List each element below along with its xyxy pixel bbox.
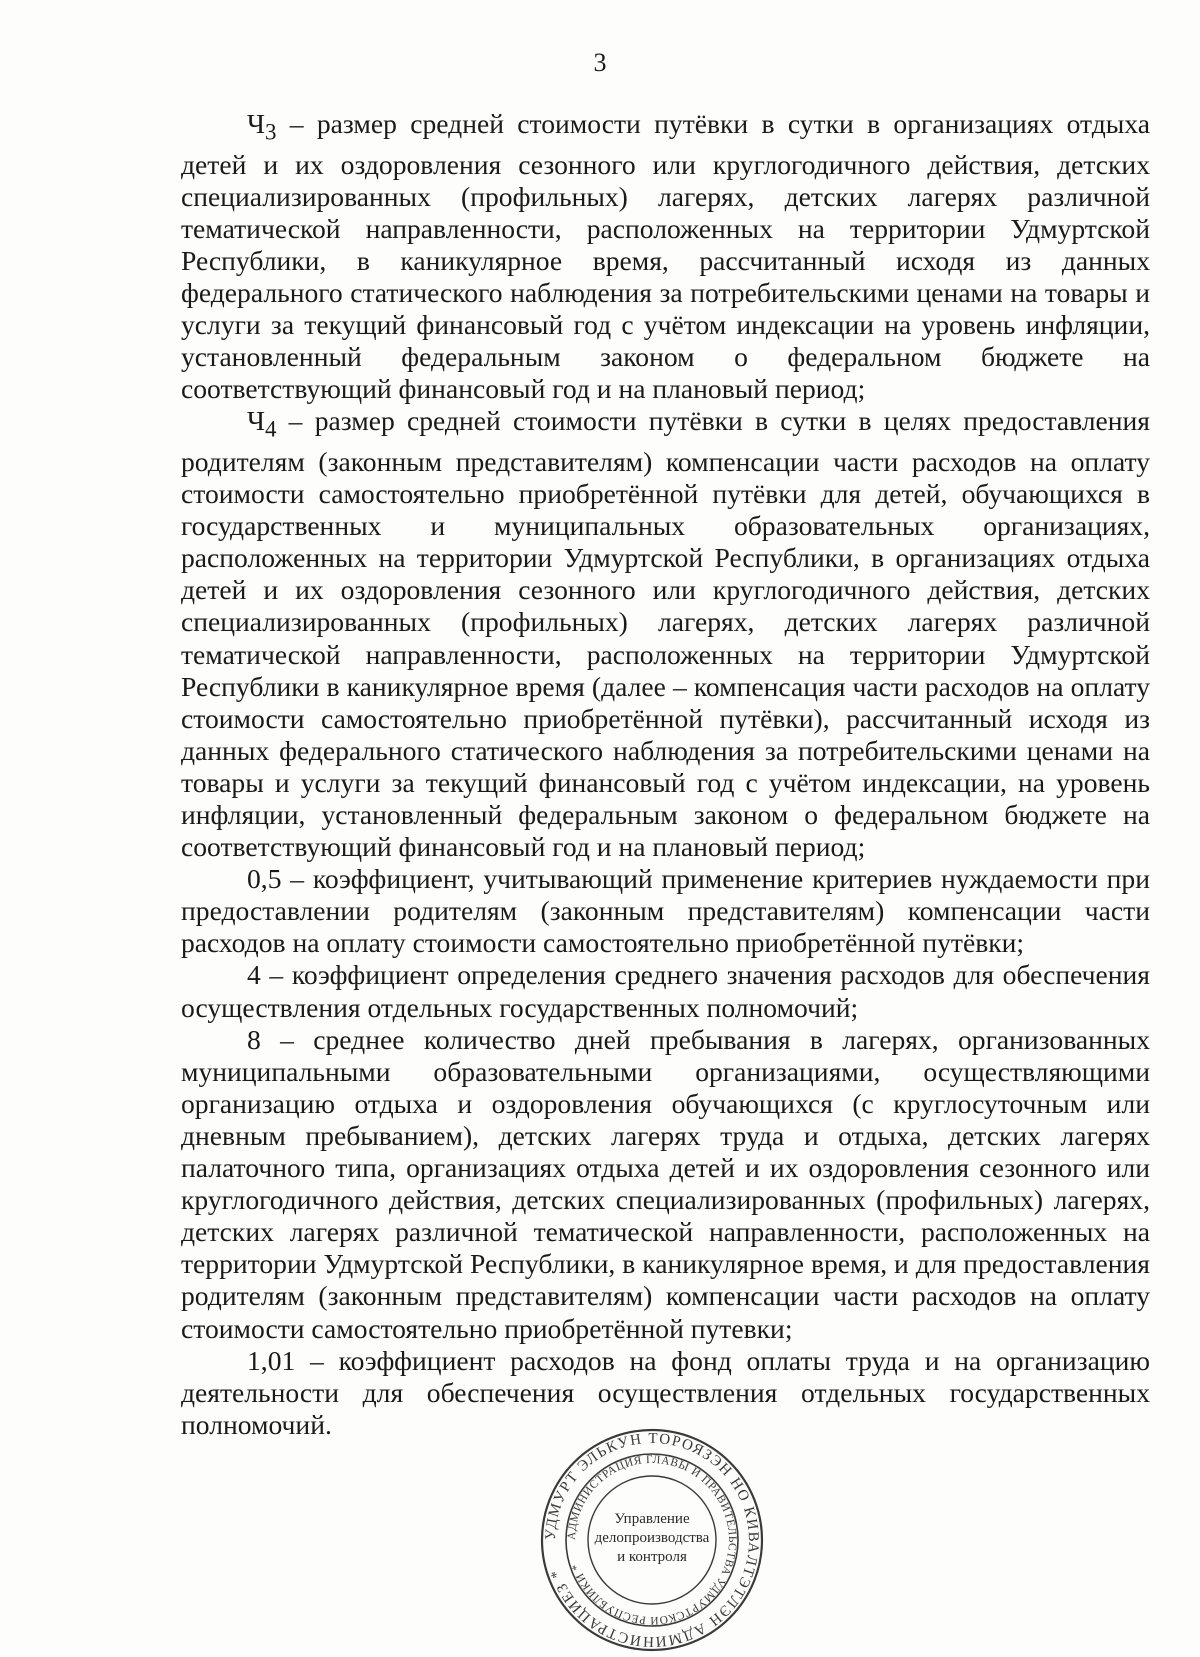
stamp-center-line: и контроля <box>617 1549 687 1565</box>
official-stamp <box>537 1425 767 1655</box>
document-body <box>181 108 1150 1441</box>
paragraph-coef-4: 4 – коэффициент определения среднего значения расходов для обеспечения осуществления отдельных государственных полномочий; <box>181 959 1150 1023</box>
stamp-center-text <box>592 1510 712 1567</box>
paragraph-text: – размер средней стоимости путёвки в сутки в целях предоставления родителям (законным представителям) компенсации части расходов на оплату стоимости самостоятельно приобретённой путёвки для детей, обучающихся в государственных и муниципальных образовательных организациях, расположенных на территории Удмуртской Республики, в организациях отдыха детей и их оздоровления сезонного или круглогодичного действия, детских специализированных (профильных) лагерях, детских лагерях различной тематической направленности, расположенных на территории Удмуртской Республики в каникулярное время (далее – компенсация части расходов на оплату стоимости самостоятельно приобретённой путёвки), рассчитанный исходя из данных федерального статического наблюдения за потребительскими ценами на товары и услуги за текущий финансовый год с учётом индексации, на уровень инфляции, установленный федеральным законом о федеральном бюджете на соответствующий финансовый год и на плановый период; <box>181 405 1150 863</box>
symbol-ch: Ч <box>247 405 265 437</box>
stamp-center-line: Управление <box>614 1511 690 1527</box>
stamp-outer-ring-text: УДМУРТ ЭЛЬКУН ТОРОЯЗЭН НО КИВАЛТЭТЛЭН АДМИНИСТРАЦИЕЗ * <box>542 1430 762 1650</box>
symbol-subscript: 4 <box>264 416 277 442</box>
stamp-center-line: делопроизводства <box>594 1530 710 1546</box>
paragraph-coef-101: 1,01 – коэффициент расходов на фонд оплаты труда и на организацию деятельности для обеспечения осуществления отдельных государственных полномочий. <box>181 1344 1150 1440</box>
paragraph-ch4 <box>181 405 1150 863</box>
stamp-inner-ring-text: АДМИНИСТРАЦИЯ ГЛАВЫ И ПРАВИТЕЛЬСТВА УДМУРТСКОЙ РЕСПУБЛИКИ * <box>565 1453 739 1627</box>
paragraph-ch3 <box>181 108 1150 405</box>
paragraph-coef-05: 0,5 – коэффициент, учитывающий применение критериев нуждаемости при предоставлении родителям (законным представителям) компенсации части расходов на оплату стоимости самостоятельно приобретённой путёвки; <box>181 863 1150 959</box>
paragraph-text: – размер средней стоимости путёвки в сутки в организациях отдыха детей и их оздоровления сезонного или круглогодичного действия, детских специализированных (профильных) лагерях, детских лагерях различной тематической направленности, расположенных на территории Удмуртской Республики, в каникулярное время, рассчитанный исходя из данных федерального статического наблюдения за потребительскими ценами на товары и услуги за текущий финансовый год с учётом индексации на уровень инфляции, установленный федеральным законом о федеральном бюджете на соответствующий финансовый год и на плановый период; <box>181 108 1150 405</box>
symbol-ch: Ч <box>247 108 265 139</box>
paragraph-coef-8: 8 – среднее количество дней пребывания в лагерях, организованных муниципальными образовательными организациями, осуществляющими организацию отдыха и оздоровления обучающихся (с круглосуточным или дневным пребыванием), детских лагерях труда и отдыха, детских лагерях палаточного типа, организациях отдыха детей и их оздоровления сезонного или круглогодичного действия, детских специализированных (профильных) лагерях, детских лагерях различной тематической направленности, расположенных на территории Удмуртской Республики, в каникулярное время, и для предоставления родителям (законным представителям) компенсации части расходов на оплату стоимости самостоятельно приобретённой путевки; <box>181 1023 1150 1344</box>
symbol-subscript: 3 <box>264 119 277 145</box>
page-number: 3 <box>593 48 607 77</box>
